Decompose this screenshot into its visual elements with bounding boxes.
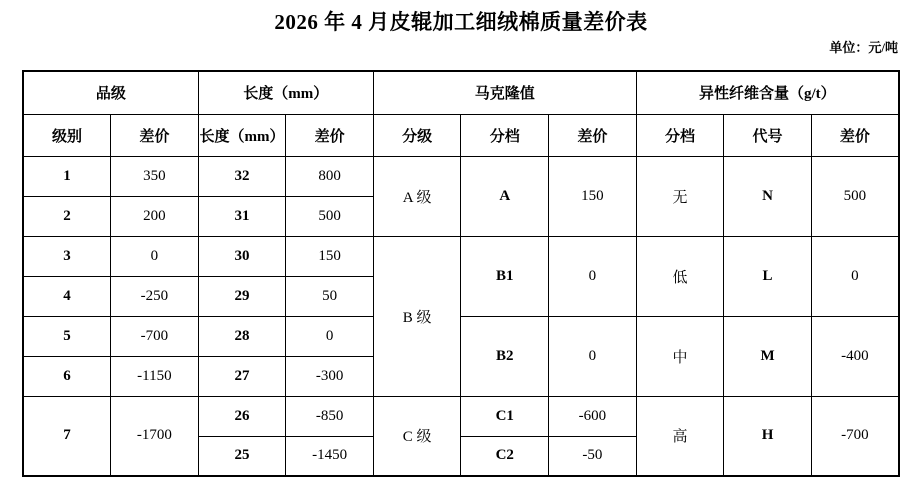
group-header-grade: 品级 [23, 71, 198, 114]
col-header-mic-class: 分级 [373, 114, 461, 156]
length-mm-cell: 26 [198, 396, 286, 436]
unit-label: 单位：元/吨 [829, 40, 898, 55]
grade-diff-cell: 350 [111, 156, 199, 196]
page-title: 2026 年 4 月皮辊加工细绒棉质量差价表 [274, 10, 648, 34]
grade-level-cell: 7 [23, 396, 111, 476]
mic-tier-cell: B1 [461, 236, 549, 316]
mic-diff-cell: -600 [549, 396, 637, 436]
col-header-length-diff: 差价 [286, 114, 374, 156]
ff-diff-cell: 0 [811, 236, 899, 316]
grade-diff-cell: -700 [111, 316, 199, 356]
length-mm-cell: 28 [198, 316, 286, 356]
grade-level-cell: 5 [23, 316, 111, 356]
grade-diff-cell: 0 [111, 236, 199, 276]
table-row [23, 396, 899, 436]
mic-tier-cell: B2 [461, 316, 549, 396]
col-header-grade-diff: 差价 [111, 114, 199, 156]
length-mm-cell: 29 [198, 276, 286, 316]
grade-diff-cell: -250 [111, 276, 199, 316]
ff-diff-cell: -700 [811, 396, 899, 476]
ff-diff-cell: 500 [811, 156, 899, 236]
price-difference-table [22, 70, 900, 477]
table-row [23, 316, 899, 356]
mic-tier-cell: A [461, 156, 549, 236]
grade-diff-cell: 200 [111, 196, 199, 236]
group-header-foreign-fiber: 异性纤维含量（g/t） [636, 71, 899, 114]
ff-code-cell: N [724, 156, 812, 236]
table-row [23, 236, 899, 276]
length-mm-cell: 32 [198, 156, 286, 196]
column-header-row [23, 114, 899, 156]
ff-code-cell: M [724, 316, 812, 396]
length-diff-cell: -850 [286, 396, 374, 436]
ff-tier-cell: 高 [636, 396, 724, 476]
mic-diff-cell: 0 [549, 316, 637, 396]
col-header-ff-tier: 分档 [636, 114, 724, 156]
col-header-mic-tier: 分档 [461, 114, 549, 156]
length-mm-cell: 31 [198, 196, 286, 236]
ff-tier-cell: 无 [636, 156, 724, 236]
mic-diff-cell: -50 [549, 436, 637, 476]
grade-level-cell: 3 [23, 236, 111, 276]
ff-tier-cell: 低 [636, 236, 724, 316]
ff-code-cell: H [724, 396, 812, 476]
group-header-row [23, 71, 899, 114]
length-diff-cell: 150 [286, 236, 374, 276]
grade-level-cell: 6 [23, 356, 111, 396]
col-header-length-mm: 长度（mm） [198, 114, 286, 156]
table-row [23, 156, 899, 196]
mic-diff-cell: 150 [549, 156, 637, 236]
group-header-length: 长度（mm） [198, 71, 373, 114]
col-header-grade-level: 级别 [23, 114, 111, 156]
ff-diff-cell: -400 [811, 316, 899, 396]
length-diff-cell: -1450 [286, 436, 374, 476]
grade-level-cell: 4 [23, 276, 111, 316]
col-header-mic-diff: 差价 [549, 114, 637, 156]
length-mm-cell: 30 [198, 236, 286, 276]
mic-class-cell: B 级 [373, 236, 461, 396]
length-diff-cell: 800 [286, 156, 374, 196]
col-header-ff-diff: 差价 [811, 114, 899, 156]
length-diff-cell: 50 [286, 276, 374, 316]
length-diff-cell: 500 [286, 196, 374, 236]
group-header-micronaire: 马克隆值 [373, 71, 636, 114]
length-mm-cell: 27 [198, 356, 286, 396]
ff-code-cell: L [724, 236, 812, 316]
col-header-ff-code: 代号 [724, 114, 812, 156]
grade-diff-cell: -1150 [111, 356, 199, 396]
mic-diff-cell: 0 [549, 236, 637, 316]
grade-level-cell: 2 [23, 196, 111, 236]
length-diff-cell: -300 [286, 356, 374, 396]
length-mm-cell: 25 [198, 436, 286, 476]
mic-tier-cell: C2 [461, 436, 549, 476]
mic-class-cell: A 级 [373, 156, 461, 236]
grade-level-cell: 1 [23, 156, 111, 196]
mic-tier-cell: C1 [461, 396, 549, 436]
mic-class-cell: C 级 [373, 396, 461, 476]
length-diff-cell: 0 [286, 316, 374, 356]
grade-diff-cell: -1700 [111, 396, 199, 476]
ff-tier-cell: 中 [636, 316, 724, 396]
